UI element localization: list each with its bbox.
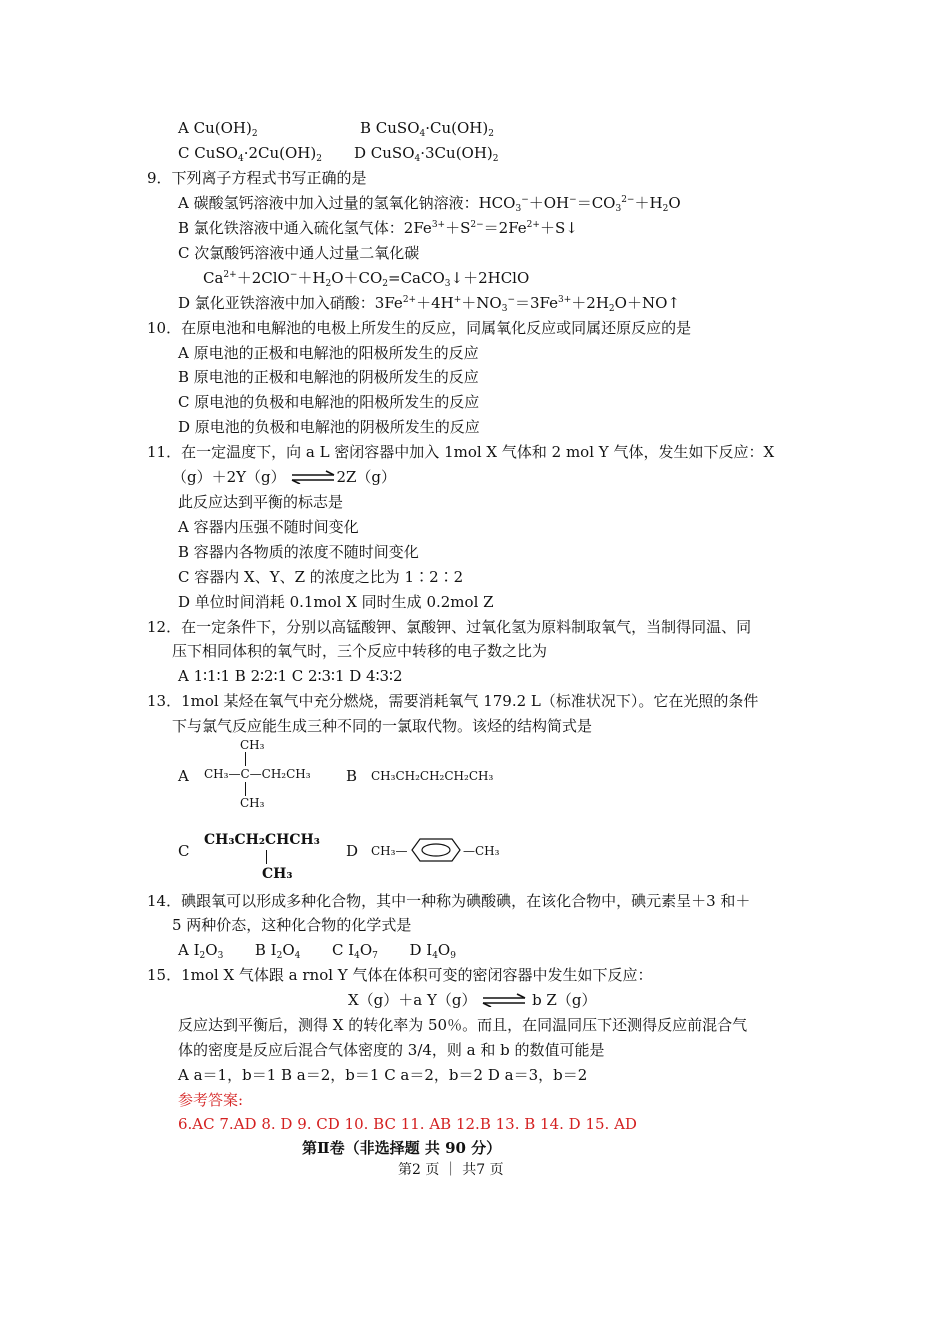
q14-a: A I	[178, 941, 200, 959]
answers-label: 参考答案:	[178, 1091, 244, 1109]
q9-c-t4: O＋CO	[331, 269, 383, 287]
q14-stem-line1: 14．碘跟氧可以形成多种化合物，其中一种称为碘酸碘，在该化合物中，碘元素呈＋3 和＋	[147, 892, 751, 910]
equilibrium-arrow-icon	[290, 470, 336, 484]
q10-option-b: B 原电池的正极和电解池的阴极所发生的反应	[178, 368, 479, 386]
q9-d-t2: ＋4H	[416, 294, 454, 312]
q13-c-main: CH₃CH₂CHCH₃	[204, 832, 320, 848]
q9-d-t4: ＝3Fe	[514, 294, 558, 312]
q9-a-s2: 3	[615, 204, 622, 214]
q8-d-sub2: 2	[492, 154, 499, 164]
q9-d-p3: −	[507, 295, 515, 305]
q8-d-mid: ·3Cu(OH)	[420, 144, 493, 162]
q9-b-t2: ＋S	[445, 219, 471, 237]
q9-option-a	[178, 193, 681, 213]
q14-d-s2: 9	[450, 951, 456, 961]
q11-option-b: B 容器内各物质的浓度不随时间变化	[178, 543, 419, 561]
q9-a-p2: −	[569, 195, 577, 205]
q9-c-t2: ＋2ClO	[236, 269, 290, 287]
q11-eq-left: （g）＋2Y（g）	[172, 468, 286, 486]
q13-label-a: A	[178, 767, 189, 785]
q13-a-bot: CH₃	[240, 796, 265, 810]
q14-a-s1: 2	[199, 951, 206, 961]
q9-b-t4: ＋S↓	[539, 219, 578, 237]
q15-options: A a＝1，b＝1 B a＝2，b＝1 C a＝2，b＝2 D a＝3，b＝2	[178, 1066, 588, 1084]
q14-c-s1: 4	[354, 951, 360, 961]
q14-b: B I	[254, 941, 277, 959]
q9-d-p4: 3+	[558, 295, 572, 305]
q14-b-s1: 2	[276, 951, 283, 961]
q9-b-t1: B 氯化铁溶液中通入硫化氢气体：2Fe	[178, 219, 432, 237]
q14-d-m: O	[437, 941, 451, 959]
q9-d-t5: ＋2H	[571, 294, 609, 312]
q13-label-d: D	[346, 842, 359, 860]
section-title: 第Ⅱ卷（非选择题 共 90 分）	[302, 1139, 502, 1157]
q9-c-t1: Ca	[203, 269, 224, 287]
q9-c-s2: 2	[382, 279, 389, 289]
q9-d-t3: ＋NO	[461, 294, 502, 312]
q9-a-t5: O	[668, 194, 681, 212]
q15-stem-line1: 15．1mol X 气体跟 a rnol Y 气体在体积可变的密闭容器中发生如下反应：	[147, 966, 653, 984]
q15-eq-left: X（g）＋a Y（g）	[348, 991, 477, 1009]
q8-b-mid: ·Cu(OH)	[425, 119, 489, 137]
q9-a-t2: ＋OH	[528, 194, 570, 212]
q12-stem-line1: 12．在一定条件下，分别以高锰酸钾、氯酸钾、过氧化氢为原料制取氧气，当制得同温、同	[147, 618, 752, 636]
q11-stem-line1: 11．在一定温度下，向 a L 密闭容器中加入 1mol X 气体和 2 mol Y 气体，发生如下反应：X	[147, 443, 775, 461]
q14-c-m: O	[359, 941, 373, 959]
q9-d-t6: O＋NO↑	[614, 294, 680, 312]
q9-stem: 9．下列离子方程式书写正确的是	[147, 169, 367, 187]
q15-stem-line2: 反应达到平衡后，测得 X 的转化率为 50％。而且，在同温同压下还测得反应前混合气	[178, 1016, 748, 1034]
q13-b-formula: CH₃CH₂CH₂CH₂CH₃	[371, 769, 494, 783]
q9-b-p3: 2+	[526, 220, 540, 230]
q9-d-s1: 3	[501, 304, 508, 314]
q14-b-m: O	[282, 941, 295, 959]
q9-option-c: C 次氯酸钙溶液中通人过量二氧化碳	[178, 244, 420, 262]
q8-b-sub1: 4	[419, 129, 426, 139]
q11-option-d: D 单位时间消耗 0.1mol X 同时生成 0.2mol Z	[178, 593, 494, 611]
q9-d-t1: D 氯化亚铁溶液中加入硝酸：3Fe	[178, 294, 403, 312]
q15-equation	[348, 990, 596, 1010]
q11-option-a: A 容器内压强不随时间变化	[178, 518, 359, 536]
q9-a-s3: 2	[662, 204, 669, 214]
answers-line: 6.AC 7.AD 8. D 9. CD 10. BC 11. AB 12.B 13. B 14. D 15. AD	[178, 1115, 637, 1133]
q10-option-d: D 原电池的负极和电解池的阴极所发生的反应	[178, 418, 480, 436]
q13-d-left: CH₃—	[371, 844, 408, 858]
q8-a-text: A Cu(OH)	[178, 119, 252, 137]
q14-a-s2: 3	[217, 951, 224, 961]
q13-a-bond-down	[245, 782, 246, 796]
q14-d: D I	[409, 941, 433, 959]
q9-b-t3: ＝2Fe	[483, 219, 527, 237]
q14-c: C I	[331, 941, 355, 959]
q9-a-p3: 2−	[621, 195, 635, 205]
q12-stem-line2: 压下相同体积的氧气时，三个反应中转移的电子数之比为	[172, 642, 548, 660]
q8-c-mid: ·2Cu(OH)	[243, 144, 317, 162]
q9-a-t4: ＋H	[634, 194, 663, 212]
q9-option-b	[178, 218, 578, 238]
q8-c-sub1: 4	[237, 154, 244, 164]
q9-c-t5: =CaCO	[388, 269, 445, 287]
q13-label-c: C	[178, 842, 190, 860]
q14-options	[178, 940, 456, 960]
page-footer: 第2 页 ｜ 共7 页	[398, 1162, 504, 1178]
q9-c-s3: 3	[444, 279, 451, 289]
q12-options: A 1∶1∶1 B 2∶2∶1 C 2∶3∶1 D 4∶3∶2	[178, 667, 403, 685]
q8-option-b	[360, 118, 494, 138]
equilibrium-arrow-icon	[481, 993, 527, 1007]
q8-option-c	[178, 143, 322, 163]
q8-b-sub2: 2	[488, 129, 494, 139]
q14-stem-line2: 5 两种价态，这种化合物的化学式是	[172, 916, 412, 934]
q14-c-s2: 7	[372, 951, 378, 961]
q9-option-d	[178, 293, 680, 313]
q8-b-text: B CuSO	[360, 119, 420, 137]
q9-a-s1: 3	[515, 204, 522, 214]
q8-c-sub2: 2	[316, 154, 322, 164]
q9-b-p1: 3+	[431, 220, 446, 230]
q9-c-p1: 2+	[223, 270, 237, 280]
q13-c-bond	[266, 850, 267, 864]
q9-d-p1: 2+	[402, 295, 417, 305]
q10-option-a: A 原电池的正极和电解池的阳极所发生的反应	[178, 344, 479, 362]
q9-a-t1: A 碳酸氢钙溶液中加入过量的氢氧化钠溶液：HCO	[178, 194, 516, 212]
q9-d-p2: +	[453, 295, 462, 305]
q10-stem: 10．在原电池和电解池的电极上所发生的反应，同属氧化反应或同属还原反应的是	[147, 319, 692, 337]
q9-option-c-equation	[203, 268, 529, 288]
q8-d-text: D CuSO	[354, 144, 415, 162]
q9-c-t6: ↓＋2HClO	[450, 269, 530, 287]
q9-a-p1: −	[521, 195, 529, 205]
q9-c-p2: −	[289, 270, 298, 280]
q14-a-m: O	[205, 941, 218, 959]
q9-d-s2: 2	[608, 304, 615, 314]
q13-label-b: B	[346, 767, 358, 785]
q13-a-top: CH₃	[240, 738, 265, 752]
q8-c-text: C CuSO	[178, 144, 238, 162]
q13-stem-line1: 13．1mol 某烃在氧气中充分燃烧，需要消耗氧气 179.2 L（标准状况下）。它在光照的条件	[147, 692, 759, 710]
q8-option-d	[354, 143, 499, 163]
q15-stem-line3: 体的密度是反应后混合气体密度的 3/4，则 a 和 b 的数值可能是	[178, 1041, 605, 1059]
q9-c-s1: 2	[325, 279, 332, 289]
q8-d-sub1: 4	[414, 154, 421, 164]
q13-c-bot: CH₃	[262, 866, 293, 882]
q13-a-mid: CH₃—C—CH₂CH₃	[204, 767, 311, 781]
q8-a-sub: 2	[251, 129, 258, 139]
q13-a-bond-up	[245, 752, 246, 766]
q14-b-s2: 4	[294, 951, 301, 961]
q14-d-s1: 4	[432, 951, 438, 961]
q15-eq-right: b Z（g）	[532, 991, 597, 1009]
q9-a-t3: ＝CO	[576, 194, 616, 212]
q13-stem-line2: 下与氯气反应能生成三种不同的一氯取代物。该烃的结构简式是	[172, 717, 593, 735]
q13-d-right: —CH₃	[463, 844, 500, 858]
q11-eq-right: 2Z（g）	[336, 468, 397, 486]
q10-option-c: C 原电池的负极和电解池的阳极所发生的反应	[178, 393, 480, 411]
q11-option-c: C 容器内 X、Y、Z 的浓度之比为 1∶2∶2	[178, 568, 464, 586]
benzene-ring-icon	[410, 837, 462, 863]
q11-stem-line3: 此反应达到平衡的标志是	[178, 493, 344, 511]
q8-option-a	[178, 118, 258, 138]
q9-b-p2: 2−	[470, 220, 484, 230]
q9-c-t3: ＋H	[297, 269, 326, 287]
q11-stem-line2	[172, 467, 396, 487]
